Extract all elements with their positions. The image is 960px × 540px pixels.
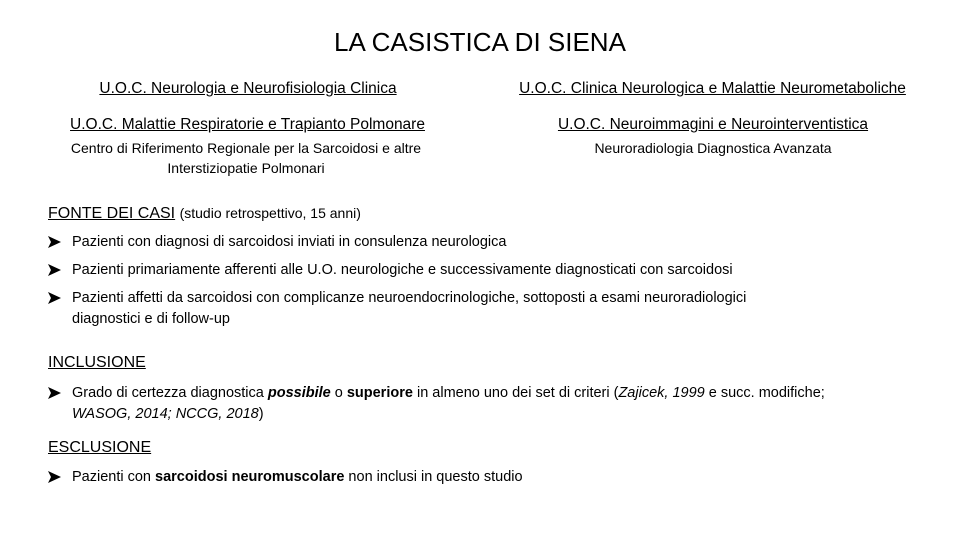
esclusione-heading: ESCLUSIONE [48,439,152,456]
unit-clinica-neurologica: U.O.C. Clinica Neurologica e Malattie Neurometaboliche [519,80,906,97]
citation-zajicek: Zajicek, 1999 [618,385,705,401]
arrowhead-bullet-icon [48,232,72,253]
arrowhead-bullet-icon [48,467,72,488]
inclusione-heading: INCLUSIONE [48,354,146,371]
list-item: Pazienti affetti da sarcoidosi con complicanze neuroendocrinologiche, sottoposti a esami neuroradiologici diagnostici e di follow-up [48,288,948,330]
esclusione-list [48,467,928,488]
unit-neuroimmagini-subtitle: Neuroradiologia Diagnostica Avanzata [594,140,832,156]
arrowhead-bullet-icon [48,288,72,330]
criterion-superiore: superiore [346,385,413,401]
list-item: Grado di certezza diagnostica possibile o superiore in almeno uno dei set di criteri (Zajicek, 1999 e succ. modifiche; WASOG, 2014; NCCG, 2018) [48,383,928,425]
inclusione-list [48,383,928,425]
unit-malattie-respiratorie-subtitle: Centro di Riferimento Regionale per la Sarcoidosi e altre Interstiziopatie Polmonari [70,140,422,176]
page-title: LA CASISTICA DI SIENA [334,27,626,57]
unit-neuroimmagini: U.O.C. Neuroimmagini e Neurointerventistica [557,116,869,133]
fonte-note: (studio retrospettivo, 15 anni) [179,205,361,221]
unit-malattie-respiratorie: U.O.C. Malattie Respiratorie e Trapianto Polmonare [70,116,425,133]
criterion-possibile: possibile [267,385,331,401]
fonte-heading: FONTE DEI CASI [48,205,176,222]
list-item: Pazienti con sarcoidosi neuromuscolare non inclusi in questo studio [48,467,928,488]
citation-wasog-nccg: WASOG, 2014; NCCG, 2018 [72,406,259,422]
fonte-list [48,232,948,330]
unit-neurologia: U.O.C. Neurologia e Neurofisiologia Clinica [99,80,397,97]
list-item: Pazienti primariamente afferenti alle U.O. neurologiche e successivamente diagnosticati con sarcoidosi [48,260,948,281]
list-item: Pazienti con diagnosi di sarcoidosi inviati in consulenza neurologica [48,232,948,253]
fonte-section-heading [48,205,361,223]
arrowhead-bullet-icon [48,260,72,281]
arrowhead-bullet-icon [48,383,72,425]
sarcoidosi-neuromuscolare: sarcoidosi neuromuscolare [155,469,345,485]
